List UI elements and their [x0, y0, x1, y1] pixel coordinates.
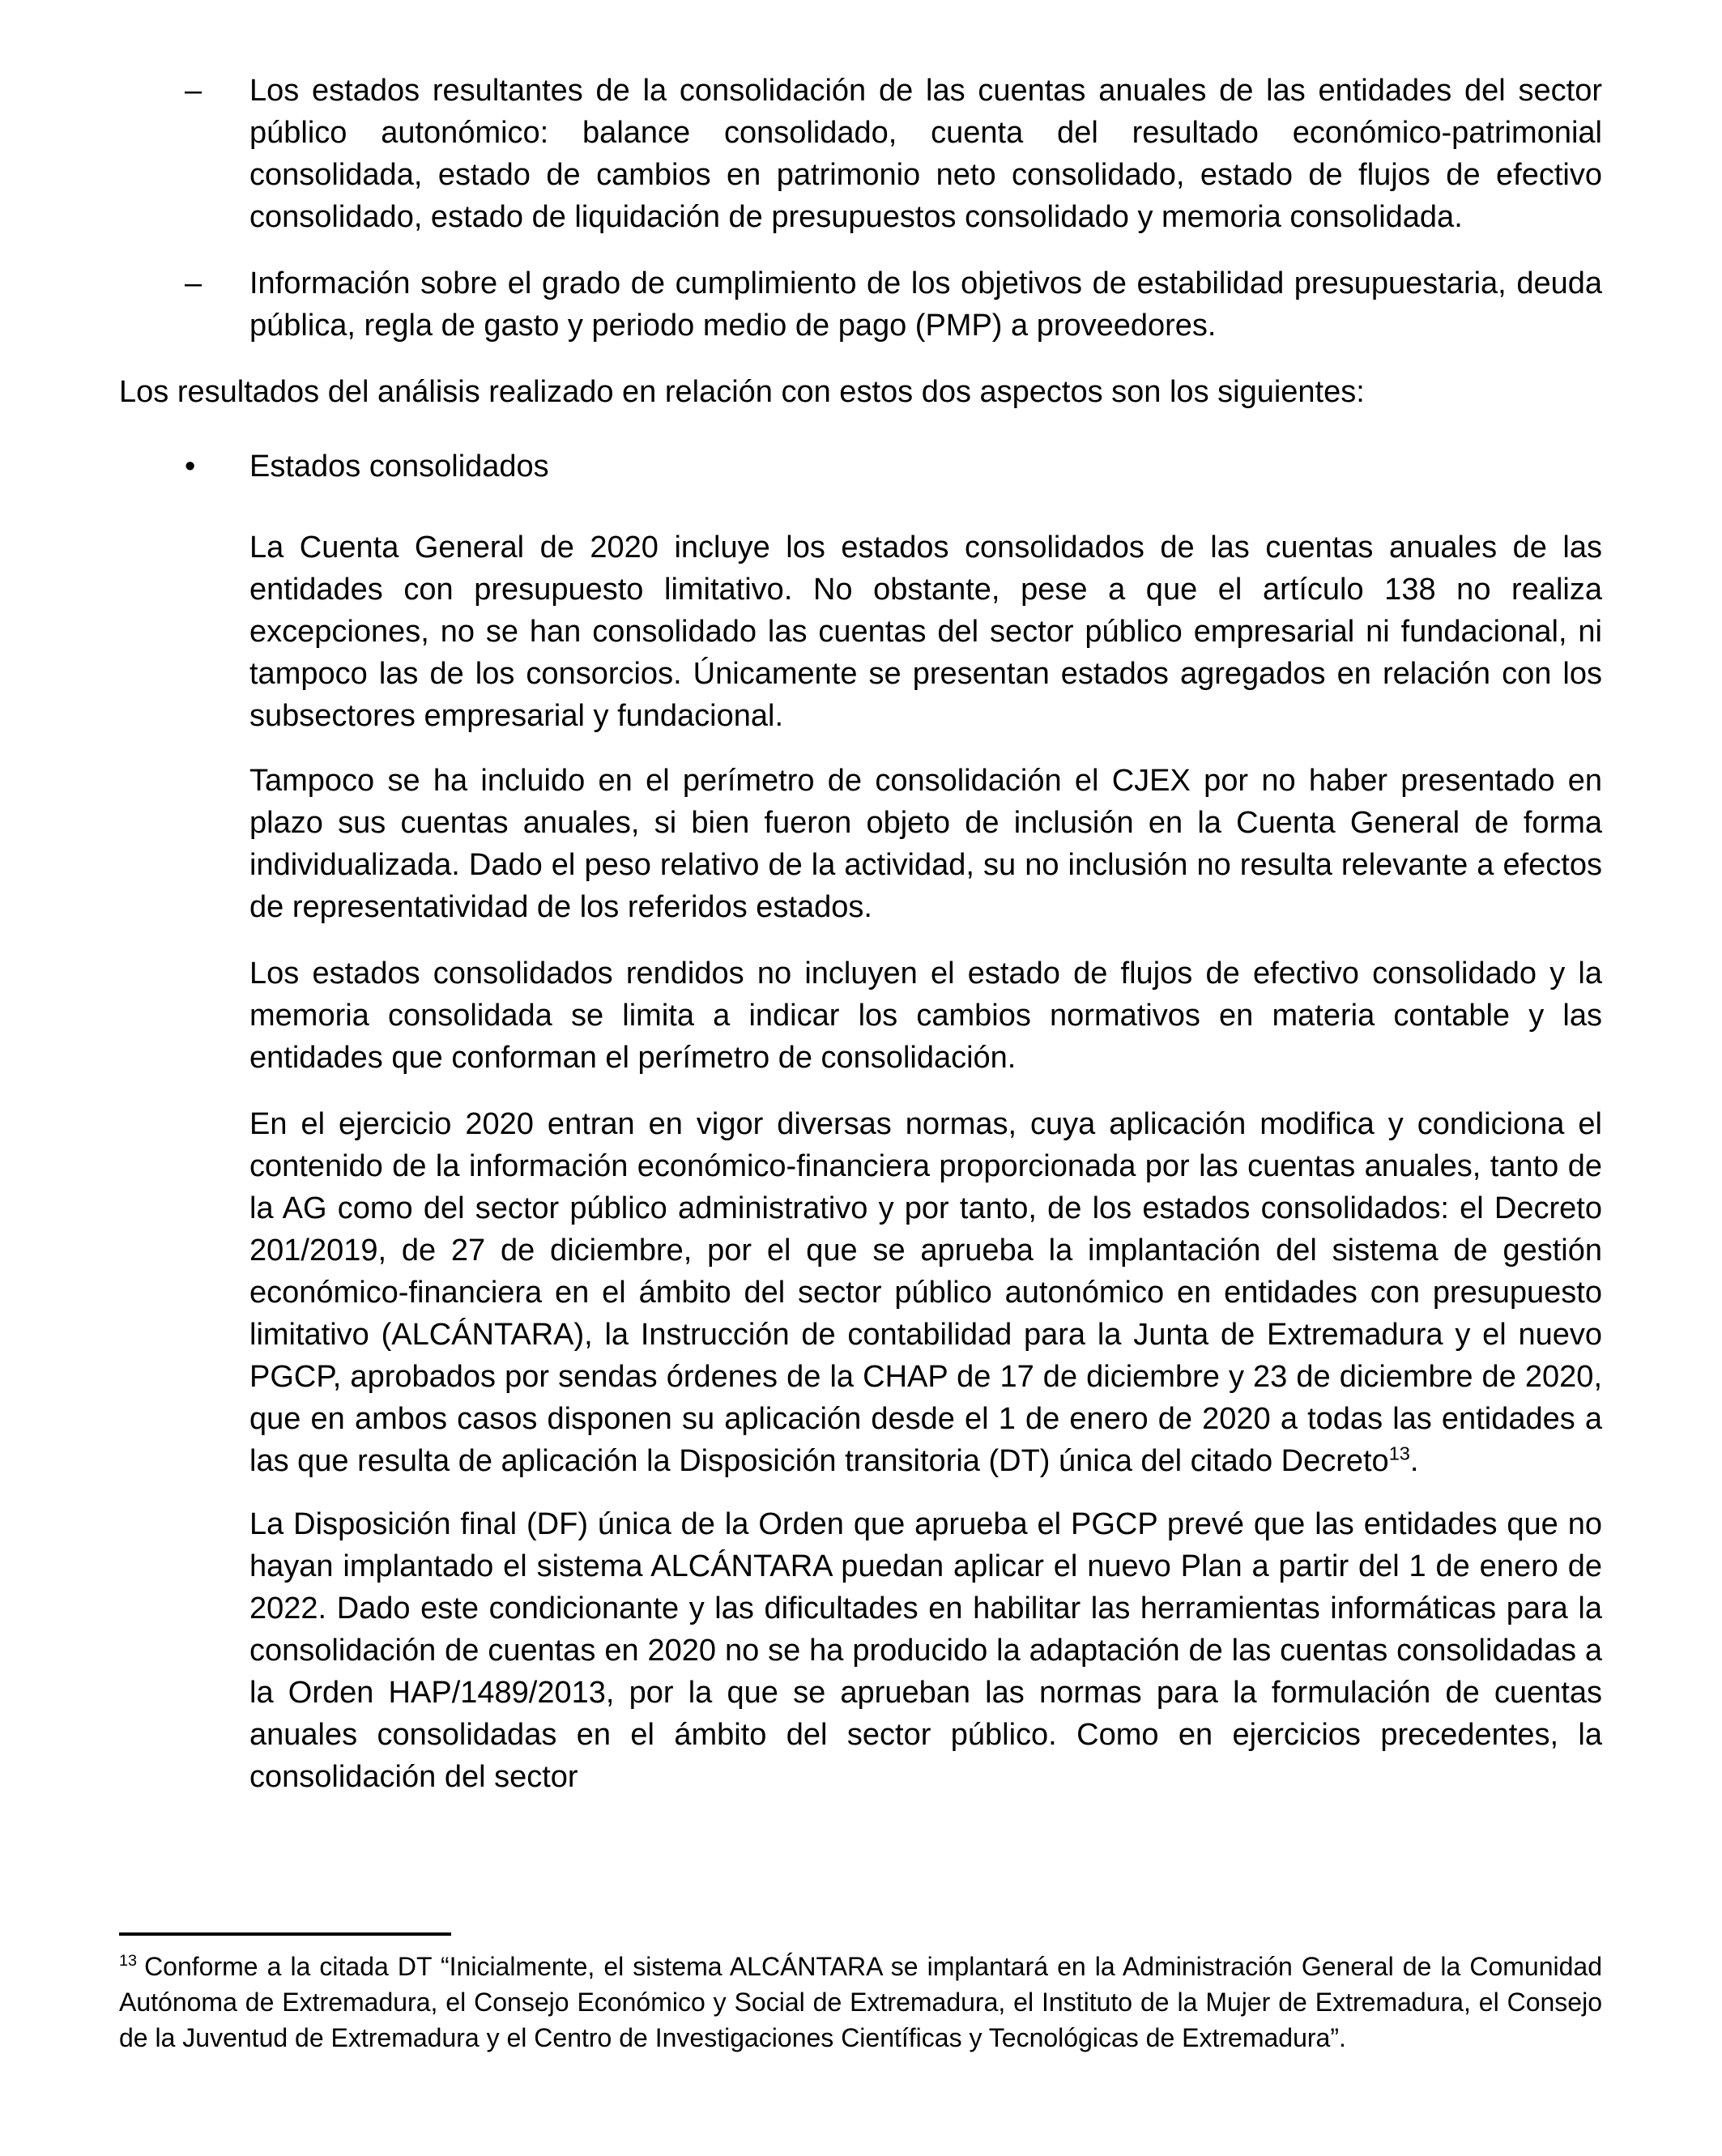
dash-icon: –: [185, 74, 202, 108]
bullet-dot-icon: •: [185, 450, 196, 484]
intro-paragraph: Los resultados del análisis realizado en relación con estos dos aspectos son los siguientes:: [119, 375, 1365, 409]
footnote: [119, 1932, 1602, 2056]
footnote-number: 13: [119, 1952, 138, 1971]
body-paragraph: [249, 1103, 1602, 1482]
paragraph-text: .: [1409, 1444, 1419, 1478]
dash-list-item: [119, 70, 1602, 238]
bullet-list-item: [119, 445, 1602, 488]
footnote-separator: [119, 1932, 451, 1936]
dash-list-item: [119, 262, 1602, 347]
dash-list-paragraph: Información sobre el grado de cumplimiento de los objetivos de estabilidad presupuestaria, deuda pública, regla de gasto y periodo medio de pago (PMP) a proveedores.: [249, 266, 1602, 343]
body-paragraph: Los estados consolidados rendidos no incluyen el estado de flujos de efectivo consolidado y la memoria consolidada se limita a indicar los cambios normativos en materia contable y las entidades que conforman el perímetro de consolidación.: [249, 957, 1602, 1075]
body-paragraph: La Disposición final (DF) única de la Orden que aprueba el PGCP prevé que las entidades que no hayan implantado el sistema ALCÁNTARA puedan aplicar el nuevo Plan a partir del 1 de enero de 2022. Dado este condicionante y las dificultades en habilitar las herramientas informáticas para la consolidación de cuentas en 2020 no se ha producido la adaptación de las cuentas consolidadas a la Orden HAP/1489/2013, por la que se aprueban las normas para la formulación de cuentas anuales consolidadas en el ámbito del sector público. Como en ejercicios precedentes, la consolidación del sector: [249, 1507, 1602, 1794]
bullet-heading: Estados consolidados: [249, 450, 549, 484]
body-paragraph: Tampoco se ha incluido en el perímetro de consolidación el CJEX por no haber presentado en plazo sus cuentas anuales, si bien fueron objeto de inclusión en la Cuenta General de forma individualizada. Dado el peso relativo de la actividad, su no inclusión no resulta relevante a efectos de representatividad de los referidos estados.: [249, 764, 1602, 924]
dash-list-paragraph: Los estados resultantes de la consolidación de las cuentas anuales de las entidades del sector público autonómico: balance consolidado, cuenta del resultado económico-patrimonial consolidada, estado de cambios en patrimonio neto consolidado, estado de flujos de efectivo consolidado, estado de liquidación de presupuestos consolidado y memoria consolidada.: [249, 74, 1602, 234]
footnote-paragraph: [119, 1949, 1602, 2056]
dash-icon: –: [185, 266, 202, 300]
footnote-reference: 13: [1388, 1442, 1410, 1464]
body-text: [119, 70, 1602, 1798]
paragraph-text: En el ejercicio 2020 entran en vigor diversas normas, cuya aplicación modifica y condiciona el contenido de la información económico-financiera proporcionada por las cuentas anuales, tanto de la AG como del sector público administrativo y por tanto, de los estados consolidados: el Decreto 201/2019, de 27 de diciembre, por el que se aprueba la implantación del sistema de gestión económico-financiera en el ámbito del sector público autonómico en entidades con presupuesto limitativo (ALCÁNTARA), la Instrucción de contabilidad para la Junta de Extremadura y el nuevo PGCP, aprobados por sendas órdenes de la CHAP de 17 de diciembre y 23 de diciembre de 2020, que en ambos casos disponen su aplicación desde el 1 de enero de 2020 a todas las entidades a las que resulta de aplicación la Disposición transitoria (DT) única del citado Decreto: [249, 1107, 1602, 1478]
footnote-text: Conforme a la citada DT “Inicialmente, el sistema ALCÁNTARA se implantará en la Administración General de la Comunidad Autónoma de Extremadura, el Consejo Económico y Social de Extremadura, el Instituto de la Mujer de Extremadura, el Consejo de la Juventud de Extremadura y el Centro de Investigaciones Científicas y Tecnológicas de Extremadura”.: [119, 1952, 1602, 2052]
body-paragraph: La Cuenta General de 2020 incluye los estados consolidados de las cuentas anuales de las entidades con presupuesto limitativo. No obstante, pese a que el artículo 138 no realiza excepciones, no se han consolidado las cuentas del sector público empresarial ni fundacional, ni tampoco las de los consorcios. Únicamente se presentan estados agregados en relación con los subsectores empresarial y fundacional.: [249, 530, 1602, 733]
